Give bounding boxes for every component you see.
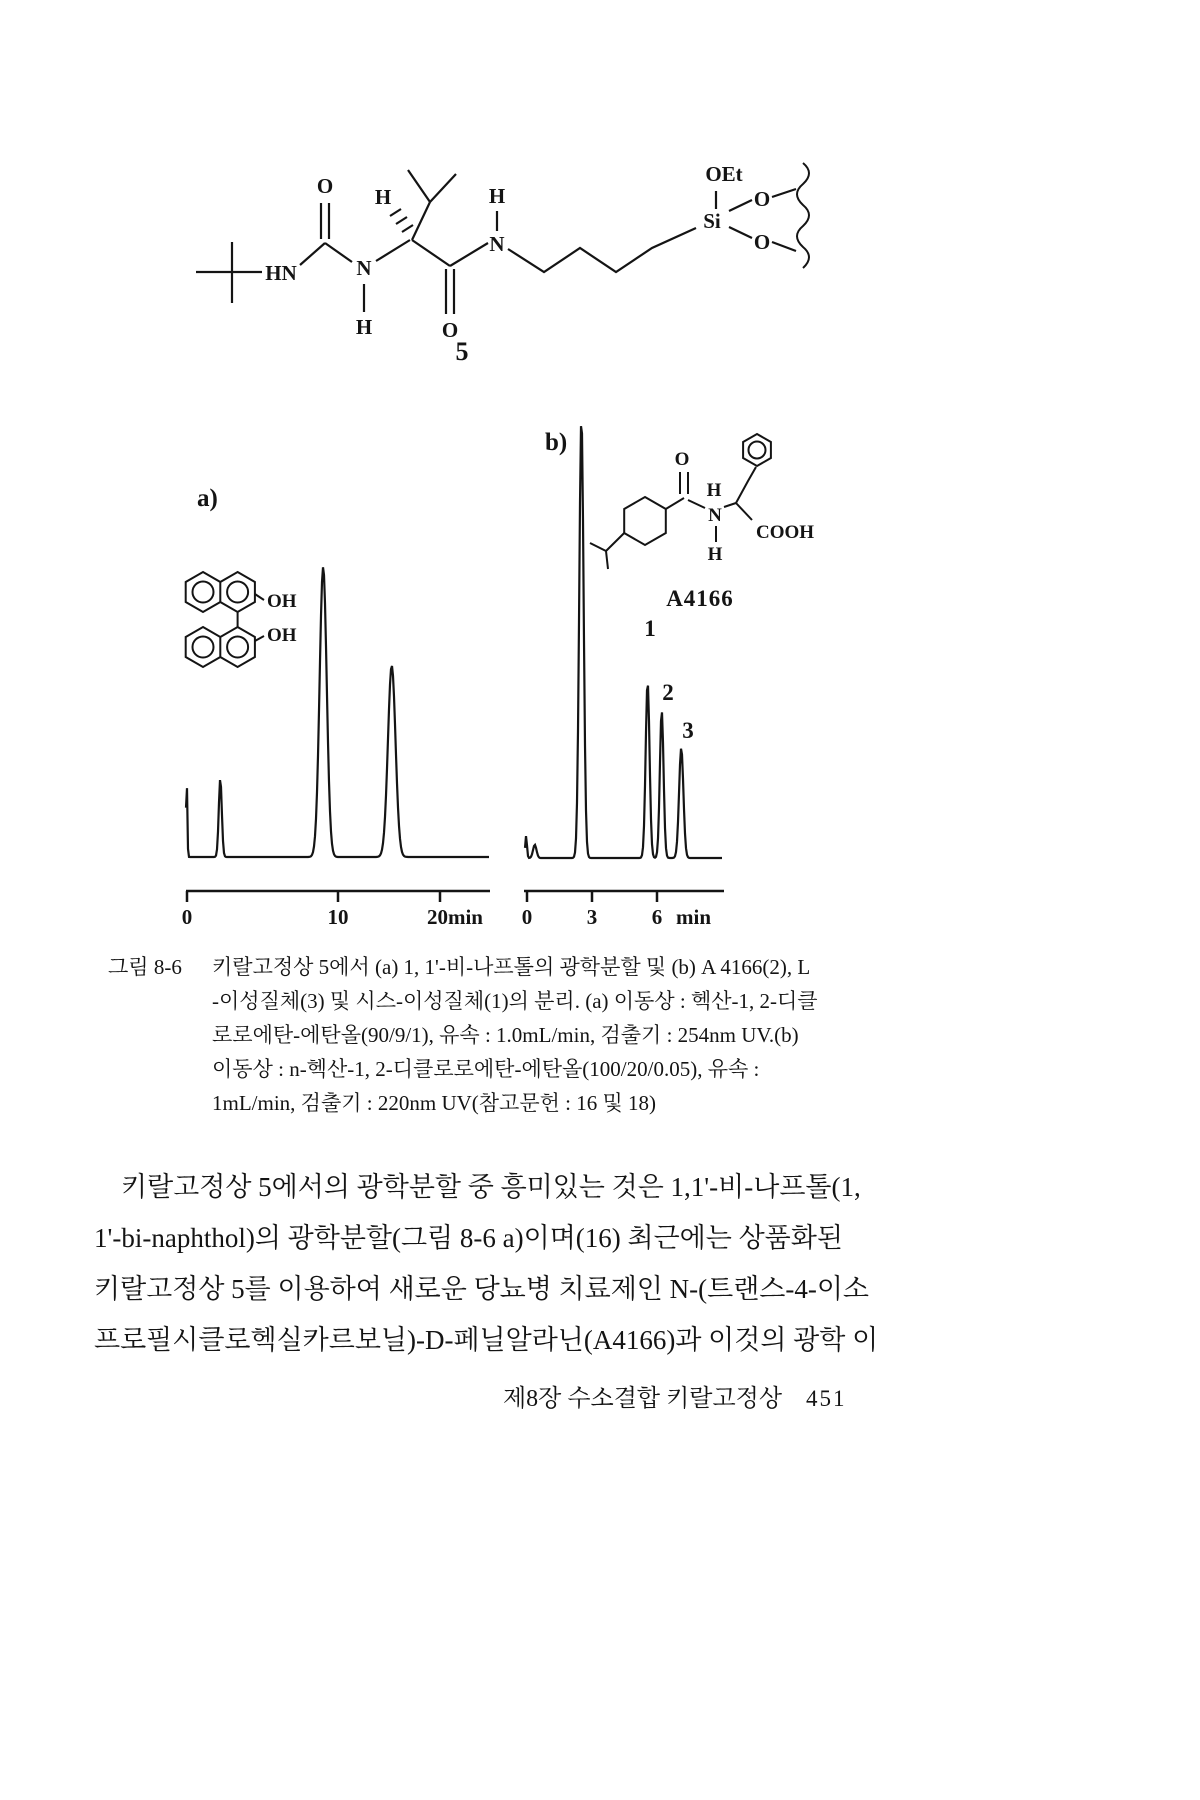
figure-caption-tag: 그림 8-6 bbox=[108, 955, 182, 979]
structure-number-label: 5 bbox=[455, 337, 469, 366]
cyclohexane-ring bbox=[624, 497, 666, 545]
a4166-nitrogen-label: N bbox=[708, 505, 722, 526]
caption-line-5: 1mL/min, 검출기 : 220nm UV(참고문헌 : 16 및 18) bbox=[212, 1091, 657, 1115]
chiral-hydrogen-label: H bbox=[374, 185, 392, 209]
aromatic-circle bbox=[749, 442, 766, 459]
body-line-2: 1'-bi-naphthol)의 광학분할(그림 8-6 a)이며(16) 최근에는 상품화된 bbox=[94, 1223, 843, 1253]
si-oxygen-bottom-label: O bbox=[753, 230, 771, 254]
hn-label: HN bbox=[265, 261, 297, 285]
urea-nh-hydrogen-label: H bbox=[355, 315, 373, 339]
body-line-1: 키랄고정상 5에서의 광학분할 중 흥미있는 것은 1,1'-비-나프톨(1, bbox=[94, 1172, 861, 1202]
silicon-label: Si bbox=[703, 209, 721, 233]
chromatogram-b-axis bbox=[524, 891, 724, 902]
b-tick-6: 6 bbox=[651, 905, 663, 929]
urea-oxygen-label: O bbox=[316, 174, 334, 198]
amide-nitrogen-label: N bbox=[489, 232, 505, 256]
aromatic-circle bbox=[227, 637, 248, 658]
chromatogram-b-trace bbox=[525, 426, 722, 858]
stereo-hash-wedge bbox=[390, 209, 413, 232]
running-title: 제8장 수소결합 키랄고정상 bbox=[503, 1386, 783, 1412]
a4166-h-top-label: H bbox=[706, 480, 722, 501]
a-tick-0: 0 bbox=[181, 905, 193, 929]
isopropyl-bonds bbox=[590, 533, 624, 569]
urea-carbonyl-double-bond bbox=[321, 203, 329, 239]
amide-nh-hydrogen-label: H bbox=[488, 184, 506, 208]
silica-surface-squiggle bbox=[797, 163, 809, 268]
caption-line-4: 이동상 : n-헥산-1, 2-디클로로에탄-에탄올(100/20/0.05), 유속 : bbox=[212, 1057, 760, 1081]
a-tick-10: 10 bbox=[327, 905, 349, 929]
chromatogram-b bbox=[522, 426, 815, 929]
caption-line-2: -이성질체(3) 및 시스-이성질체(1)의 분리. (a) 이동상 : 헥산-1, 2-디클 bbox=[212, 989, 818, 1013]
chromatogram-a-axis bbox=[186, 891, 490, 902]
aromatic-circle bbox=[193, 582, 214, 603]
oh-bottom-label: OH bbox=[267, 625, 297, 646]
binaphthol-structure bbox=[186, 572, 264, 667]
panel-a-label: a) bbox=[197, 485, 218, 512]
caption-line-1: 키랄고정상 5에서 (a) 1, 1'-비-나프톨의 광학분할 및 (b) A 4166(2), L bbox=[212, 955, 811, 979]
a-tick-20min: 20min bbox=[426, 905, 484, 929]
page-number: 451 bbox=[806, 1386, 847, 1411]
amide-carbonyl-double-bond bbox=[446, 269, 454, 314]
caption-line-3: 로로에탄-에탄올(90/9/1), 유속 : 1.0mL/min, 검출기 : 254nm UV.(b) bbox=[212, 1023, 799, 1047]
page-footer bbox=[503, 1378, 847, 1413]
peak-3-label: 3 bbox=[682, 718, 694, 743]
amide-oxygen-label: O bbox=[441, 318, 459, 342]
b-axis-unit: min bbox=[676, 905, 712, 929]
body-paragraph bbox=[94, 1162, 879, 1366]
peak-2-label: 2 bbox=[662, 680, 674, 705]
body-line-4: 프로필시클로헥실카르보닐)-D-페닐알라닌(A4166)과 이것의 광학 이 bbox=[94, 1325, 879, 1355]
structure-5-atom-labels bbox=[265, 162, 770, 366]
panel-b-label: b) bbox=[545, 429, 568, 456]
cooh-label: COOH bbox=[756, 522, 815, 543]
oh-top-label: OH bbox=[267, 591, 297, 612]
b-tick-3: 3 bbox=[586, 905, 598, 929]
aromatic-circle bbox=[227, 582, 248, 603]
urea-nitrogen-label: N bbox=[356, 256, 372, 280]
chromatogram-a-trace bbox=[186, 567, 489, 857]
a4166-oxygen-label: O bbox=[674, 449, 690, 470]
compound-name-label: A4166 bbox=[666, 586, 734, 611]
si-oxygen-top-label: O bbox=[753, 187, 771, 211]
benzene-ring bbox=[743, 434, 771, 466]
aromatic-circle bbox=[193, 637, 214, 658]
figure-caption bbox=[108, 950, 868, 1120]
b-tick-0: 0 bbox=[521, 905, 533, 929]
binaphthol-rings bbox=[186, 572, 255, 667]
peak-1-label: 1 bbox=[644, 616, 656, 641]
body-line-3: 키랄고정상 5를 이용하여 새로운 당뇨병 치료제인 N-(트랜스-4-이소 bbox=[94, 1274, 870, 1304]
a4166-h-bottom-label: H bbox=[707, 544, 723, 565]
figure-caption-text bbox=[212, 950, 818, 1120]
oet-label: OEt bbox=[705, 162, 743, 186]
chromatogram-a bbox=[182, 485, 490, 929]
